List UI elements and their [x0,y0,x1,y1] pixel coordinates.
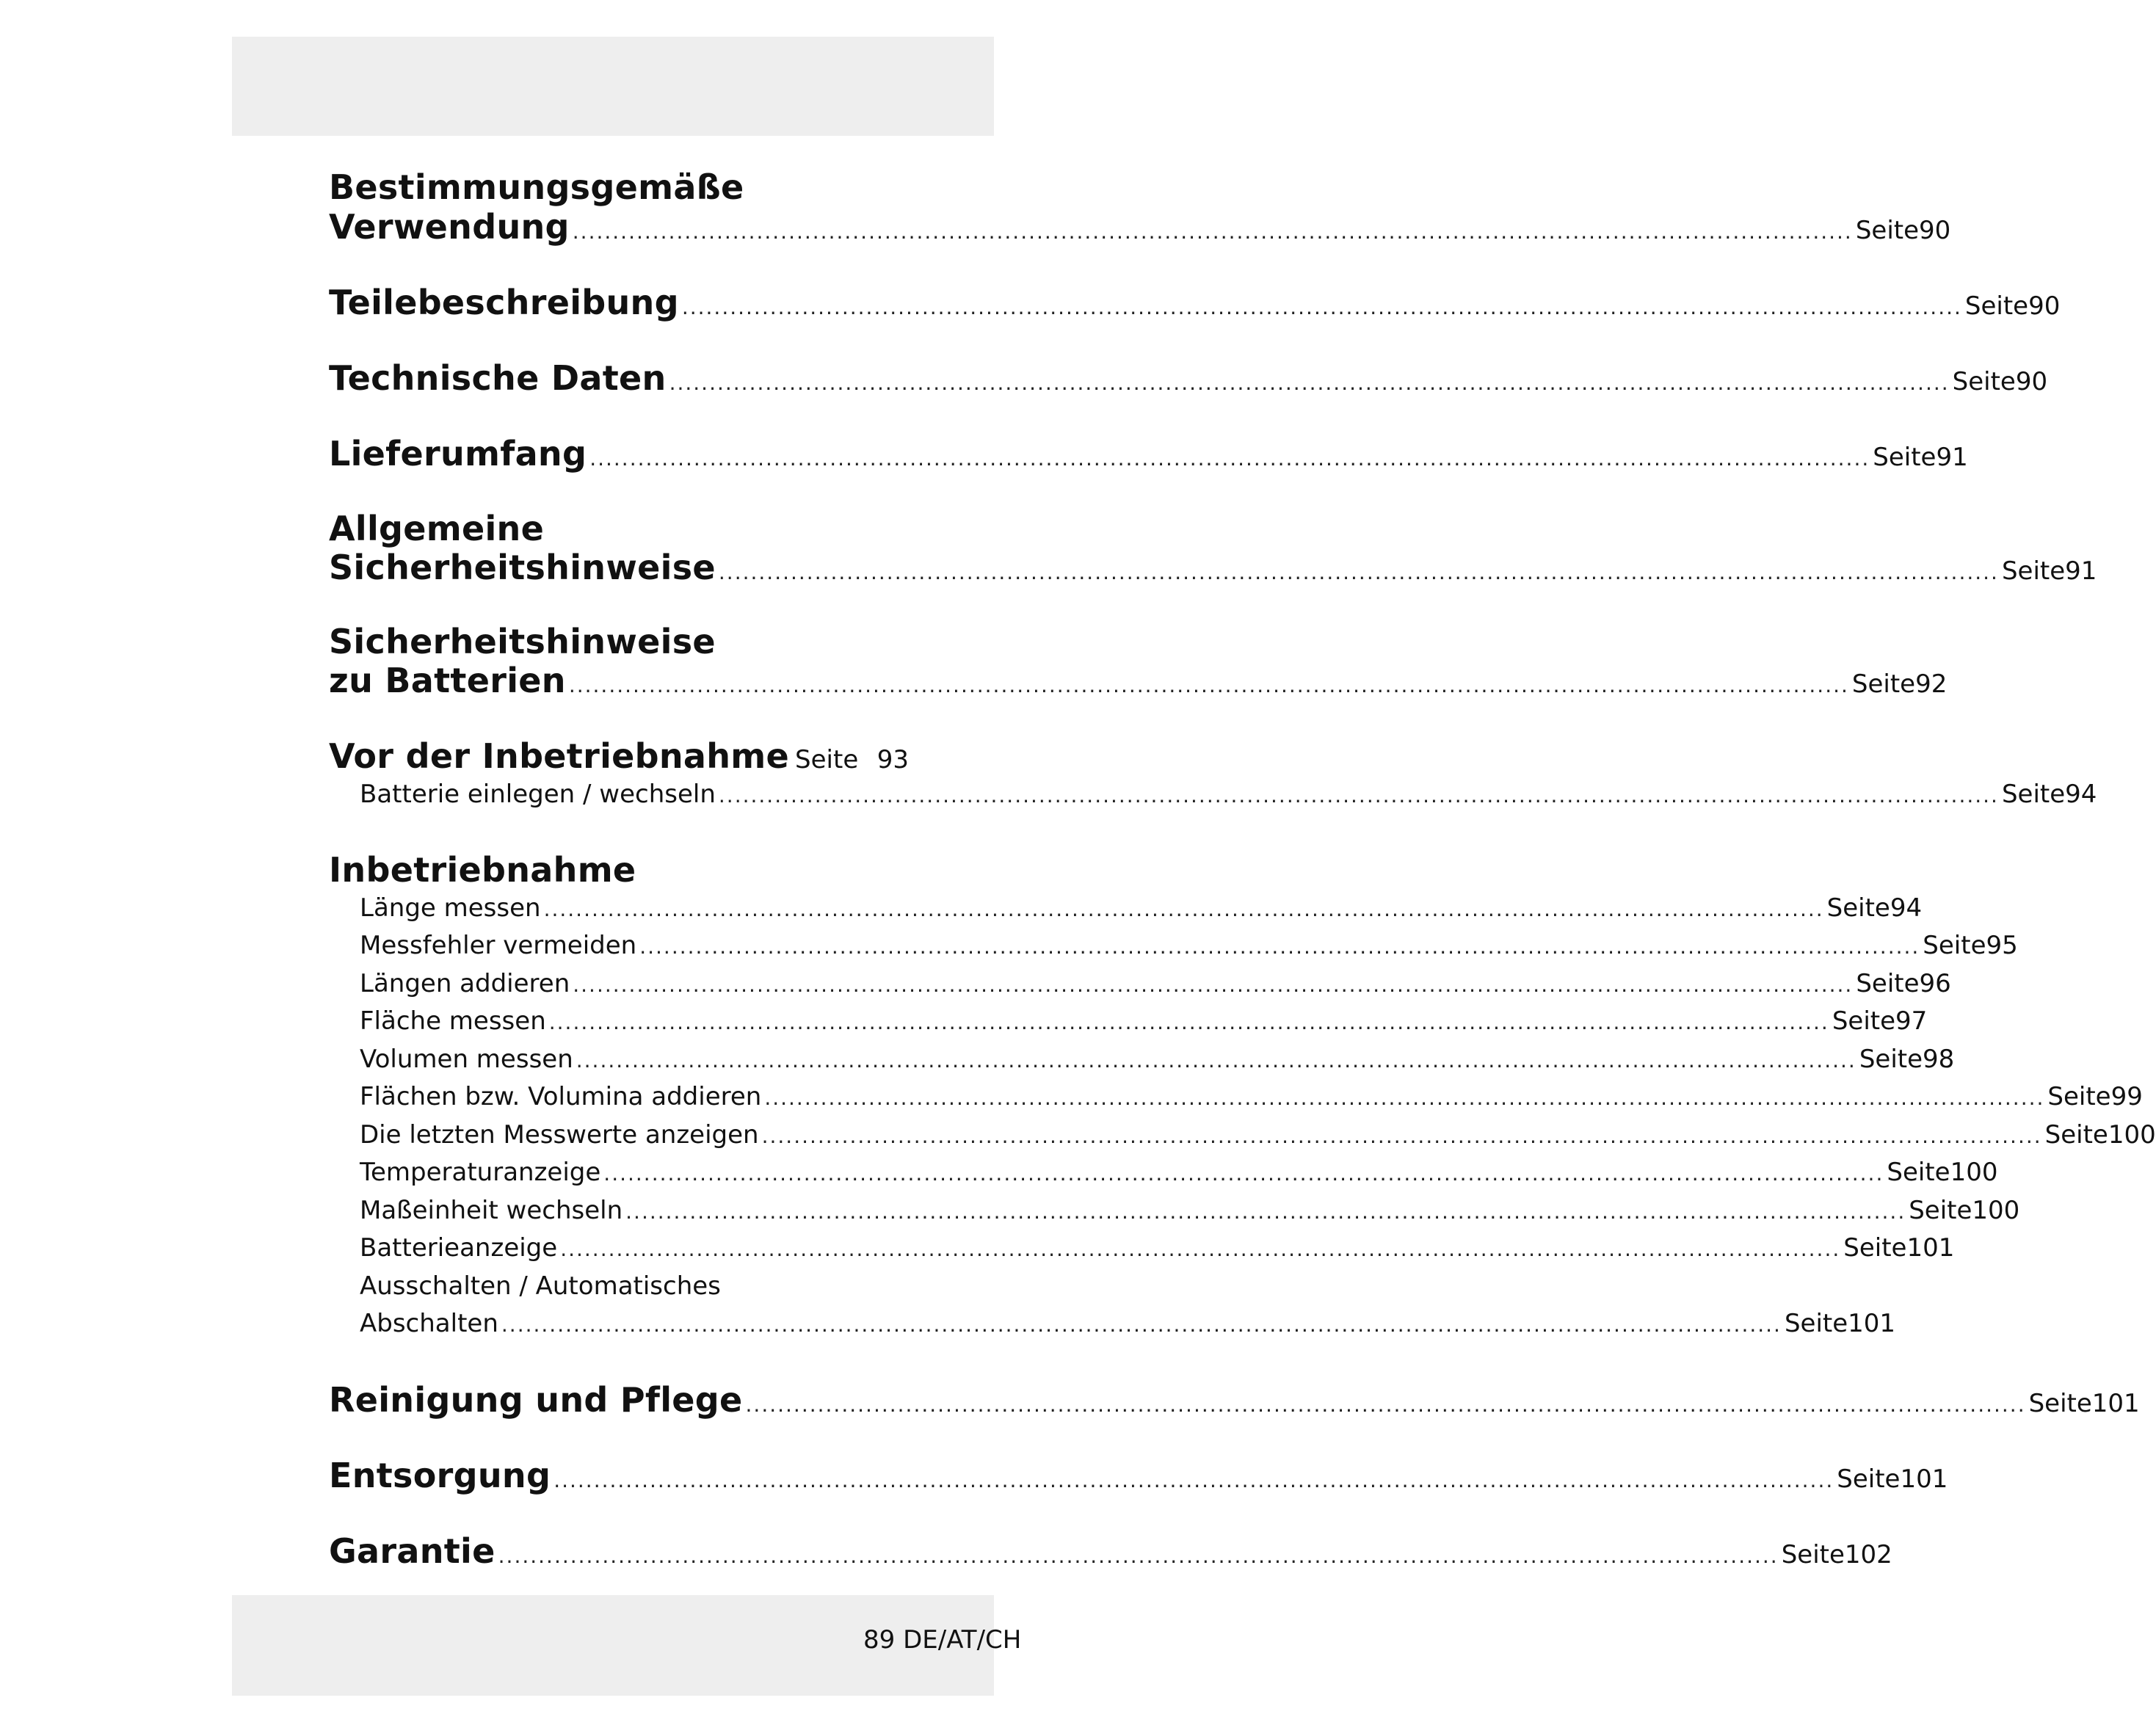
page-number: 102 [1844,1540,1892,1569]
toc-entry-title: Die letzten Messwerte anzeigen [360,1120,759,1150]
seite-label: Seite [2001,780,2066,809]
toc-entry-technische-daten[interactable] [329,358,2048,398]
toc-entry-teilebeschreibung[interactable] [329,283,2061,322]
toc-entry-title: Verwendung [329,207,570,247]
toc-entry-title: Reinigung und Pflege [329,1380,743,1420]
toc-entry-title: Batterieanzeige [360,1233,558,1263]
leader-dots [573,973,1853,997]
page-number: 98 [1923,1045,1955,1074]
page-number: 100 [1972,1196,2020,1225]
toc-subentry-volumen-messen[interactable] [360,1045,1955,1074]
leader-dots [669,371,1950,395]
toc-entry-title: Längen addieren [360,969,570,998]
toc-entry-allgemeine-sicherheitshinweise[interactable] [329,548,2097,587]
seite-label: Seite [1856,969,1920,998]
toc-subentry-laengen-addieren[interactable] [360,969,1951,998]
seite-label: Seite [1843,1233,1907,1263]
toc-entry-lieferumfang[interactable] [329,434,1968,473]
toc-entry-title: Sicherheitshinweise [329,548,716,587]
toc-subentry-messwerte-anzeigen[interactable] [360,1120,2156,1150]
toc-entry-reinigung-pflege[interactable] [329,1380,2140,1420]
toc-entry-bestimmungsgemaesse-verwendung[interactable] [329,207,1951,247]
page-number: 100 [2108,1120,2156,1150]
leader-dots [682,295,1962,319]
seite-label: Seite [1964,291,2029,321]
leader-dots [501,1313,1782,1337]
toc-entry-garantie[interactable] [329,1531,1892,1571]
toc-subentry-flaeche-messen[interactable] [360,1006,1928,1036]
page-number: 101 [1906,1233,1955,1263]
toc-entry-title: Messfehler vermeiden [360,931,637,960]
leader-dots [553,1468,1834,1492]
seite-label: Seite [795,745,859,774]
leader-dots [589,446,1870,471]
toc-entry-title: Flächen bzw. Volumina addieren [360,1082,762,1111]
toc-entry-entsorgung[interactable] [329,1456,1948,1495]
seite-label: Seite [2028,1389,2092,1418]
toc-entry-title: Lieferumfang [329,434,587,473]
seite-label: Seite [1855,216,1920,245]
seite-label: Seite [1837,1464,1901,1494]
page-number: 97 [1895,1006,1928,1036]
toc-heading-line1: Allgemeine [329,509,545,548]
leader-dots [560,1237,1840,1261]
toc-subentry-batterieanzeige[interactable] [360,1233,1955,1263]
page-number: 101 [1900,1464,1948,1494]
leader-dots [746,1393,2026,1417]
toc-subentry-batterie-einlegen[interactable] [360,780,2097,809]
leader-dots [625,1199,1906,1224]
toc-entry-title: zu Batterien [329,661,566,700]
toc-heading-line1: Bestimmungsgemäße [329,167,744,207]
leader-dots [573,219,1853,244]
page-number: 100 [1950,1158,1998,1187]
page-number: 101 [2091,1389,2140,1418]
toc-subentry-abschalten[interactable] [360,1309,1896,1338]
seite-label: Seite [1851,669,1916,699]
seite-label: Seite [2001,556,2066,586]
leader-dots [762,1124,2042,1148]
toc-subentry-flaechen-volumina-addieren[interactable] [360,1082,2143,1111]
seite-label: Seite [1952,367,2016,396]
page-number: 93 [876,745,909,774]
toc-subentry-line1: Ausschalten / Automatisches [360,1271,721,1301]
toc-entry-inbetriebnahme[interactable]: Inbetriebnahme [329,850,636,890]
page-number: 99 [2110,1082,2143,1111]
page-number: 90 [2028,291,2061,321]
toc-subentry-temperaturanzeige[interactable] [360,1158,1998,1187]
seite-label: Seite [1784,1309,1848,1338]
toc-entry-title: Technische Daten [329,358,667,398]
page-number: 94 [2065,780,2097,809]
seite-label: Seite [1832,1006,1896,1036]
seite-label: Seite [1887,1158,1950,1187]
page-number: 92 [1915,669,1948,699]
seite-label: Seite [1909,1196,1972,1225]
leader-dots [498,1544,1779,1568]
leader-dots [603,1161,1884,1186]
seite-label: Seite [1859,1045,1923,1074]
toc-subentry-messfehler-vermeiden[interactable] [360,931,2018,960]
header-band [232,37,994,136]
toc-entry-title: Fläche messen [360,1006,546,1036]
toc-entry-title: Volumen messen [360,1045,573,1074]
seite-label: Seite [2047,1082,2111,1111]
leader-dots [764,1086,2044,1110]
page-number: 90 [1919,216,1951,245]
toc-entry-title: Garantie [329,1531,496,1571]
toc-entry-title: Entsorgung [329,1456,551,1495]
toc-entry-title: Teilebeschreibung [329,283,679,322]
toc-entry-title: Abschalten [360,1309,498,1338]
page-footer-number: 89 DE/AT/CH [863,1625,1022,1655]
toc-entry-title: Maßeinheit wechseln [360,1196,623,1225]
page-number: 101 [1848,1309,1896,1338]
seite-label: Seite [1873,443,1937,472]
toc-subentry-laenge-messen[interactable] [360,893,1923,923]
leader-dots [639,934,1920,959]
seite-label: Seite [2044,1120,2108,1150]
leader-dots [544,897,1824,921]
toc-heading-line1: Sicherheitshinweise [329,622,716,661]
seite-label: Seite [1781,1540,1845,1569]
page-number: 91 [1936,443,1968,472]
leader-dots [719,560,1999,584]
toc-entry-title: Länge messen [360,893,541,923]
toc-subentry-masseinheit-wechseln[interactable] [360,1196,2020,1225]
leader-dots [549,1010,1829,1034]
seite-label: Seite [1826,893,1890,923]
toc-entry-title: Batterie einlegen / wechseln [360,780,716,809]
toc-entry-sicherheitshinweise-batterien[interactable] [329,661,1948,700]
leader-dots [576,1048,1856,1072]
leader-dots [719,783,1999,807]
page-number: 96 [1919,969,1951,998]
page-number: 90 [2015,367,2048,396]
toc-entry-vor-der-inbetriebnahme[interactable] [329,736,909,776]
page-number: 91 [2065,556,2097,586]
seite-label: Seite [1923,931,1986,960]
toc-entry-title: Temperaturanzeige [360,1158,601,1187]
page-number: 94 [1890,893,1923,923]
page-number: 95 [1986,931,2018,960]
toc-entry-title: Vor der Inbetriebnahme [329,736,790,776]
leader-dots [569,673,1849,697]
